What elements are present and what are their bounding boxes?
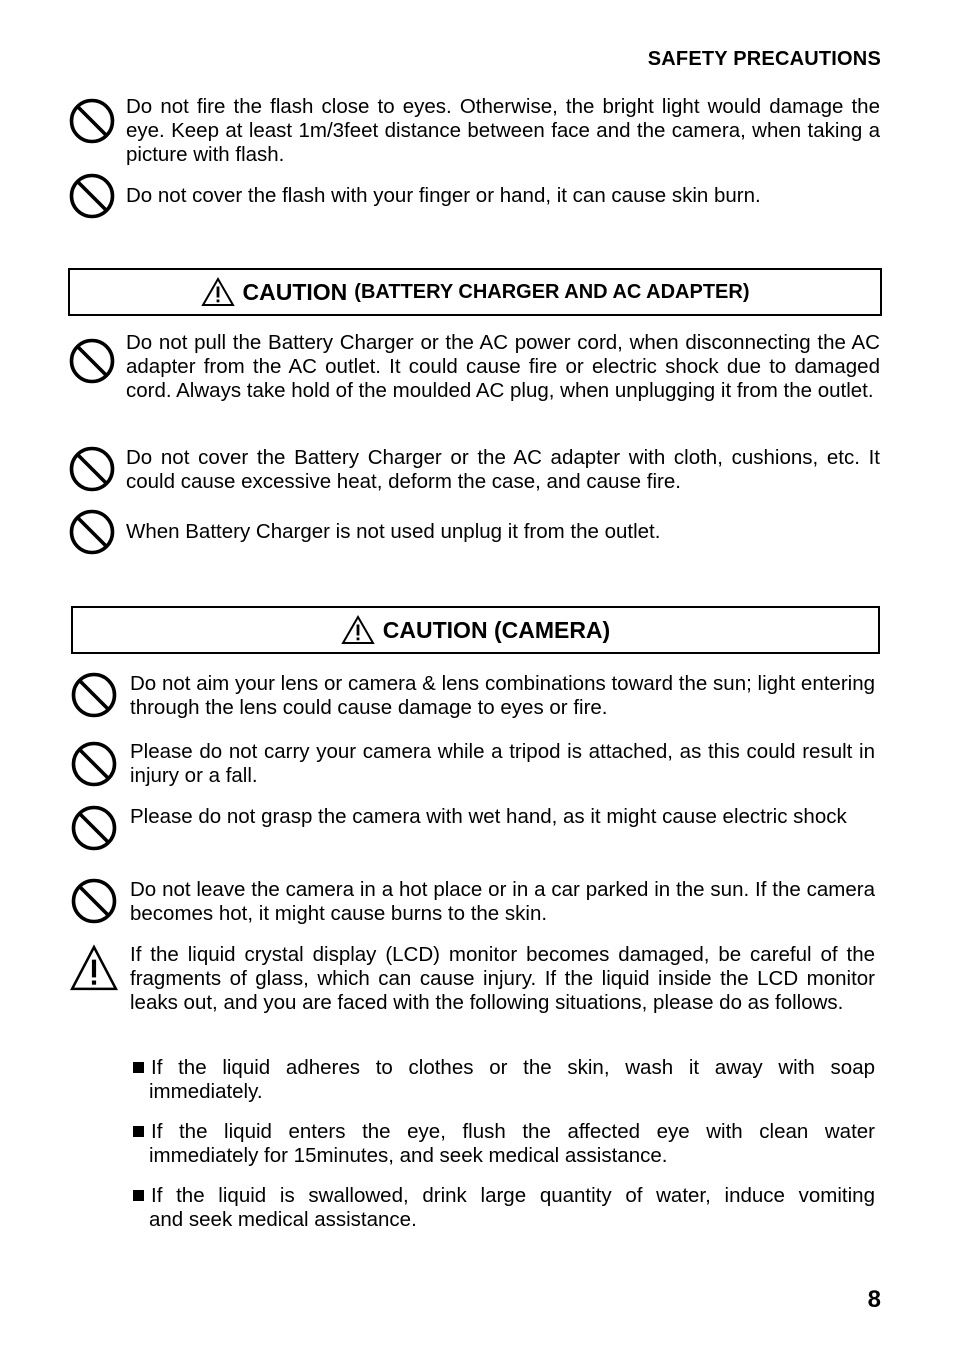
- prohibited-icon: [68, 172, 116, 220]
- item-text: Do not cover the Battery Charger or the AC adapter with cloth, cushions, etc. It could cause excessive heat, deform the case, and cause fire.: [126, 446, 880, 493]
- prohibition-item: [68, 172, 880, 222]
- list-item: If the liquid enters the eye, flush the affected eye with clean water immediately for 15minutes, and seek medical assistance.: [133, 1120, 875, 1168]
- prohibited-icon: [68, 445, 116, 493]
- bullet-square-icon: [133, 1190, 144, 1201]
- warning-triangle-icon: [70, 944, 116, 990]
- list-item: If the liquid adheres to clothes or the skin, wash it away with soap immediately.: [133, 1056, 875, 1104]
- prohibited-icon: [68, 337, 116, 385]
- item-text: Do not aim your lens or camera & lens combinations toward the sun; light entering through the lens could cause damage to eyes or fire.: [130, 672, 875, 719]
- item-text: When Battery Charger is not used unplug it from the outlet.: [126, 520, 661, 543]
- section-title: [201, 277, 750, 307]
- item-text: Please do not carry your camera while a tripod is attached, as this could result in injury or a fall.: [130, 740, 875, 787]
- item-text: Do not cover the flash with your finger or hand, it can cause skin burn.: [126, 184, 761, 207]
- caution-header-camera: [71, 606, 880, 654]
- prohibition-item: [68, 508, 880, 558]
- prohibition-item: [70, 671, 876, 727]
- list-item: If the liquid is swallowed, drink large quantity of water, induce vomiting and seek medical assistance.: [133, 1184, 875, 1232]
- item-text: Do not leave the camera in a hot place or in a car parked in the sun. If the camera becomes hot, it might cause burns to the skin.: [130, 878, 875, 925]
- prohibition-item: [68, 445, 880, 501]
- prohibited-icon: [70, 671, 118, 719]
- prohibition-item: [68, 331, 880, 431]
- warning-text: If the liquid crystal display (LCD) monitor becomes damaged, be careful of the fragments of glass, which can cause injury. If the liquid inside the LCD monitor leaks out, and you are faced with the following situations, please do as follows.: [130, 943, 875, 1014]
- prohibited-icon: [68, 97, 116, 145]
- caution-subtitle: (BATTERY CHARGER AND AC ADAPTER): [354, 280, 750, 303]
- warning-triangle-icon: [341, 615, 375, 645]
- prohibition-item: [70, 877, 876, 933]
- warning-item: [70, 942, 876, 1042]
- prohibition-item: [68, 95, 880, 175]
- section-title: [341, 615, 610, 645]
- item-text: Please do not grasp the camera with wet hand, as it might cause electric shock: [130, 805, 847, 828]
- prohibition-item: [70, 739, 876, 795]
- prohibited-icon: [68, 508, 116, 556]
- bullet-square-icon: [133, 1062, 144, 1073]
- prohibited-icon: [70, 877, 118, 925]
- caution-label: CAUTION: [242, 278, 348, 305]
- item-text: Do not fire the flash close to eyes. Otherwise, the bright light would damage the eye. Keep at least 1m/3feet distance between face and the camera, when taking a picture with flash.: [126, 95, 880, 166]
- page-number: 8: [867, 1286, 881, 1313]
- warning-triangle-icon: [201, 277, 235, 307]
- caution-label: CAUTION (CAMERA): [382, 616, 611, 643]
- prohibited-icon: [70, 740, 118, 788]
- prohibited-icon: [70, 804, 118, 852]
- prohibition-item: [70, 804, 876, 860]
- page-header: SAFETY PRECAUTIONS: [647, 48, 881, 70]
- item-text: Do not pull the Battery Charger or the AC power cord, when disconnecting the AC adapter from the AC outlet. It could cause fire or electric shock due to damaged cord. Always take hold of the moulded AC plug, when unplugging it from the outlet.: [126, 331, 880, 402]
- caution-header-battery: [68, 268, 882, 316]
- bullet-square-icon: [133, 1126, 144, 1137]
